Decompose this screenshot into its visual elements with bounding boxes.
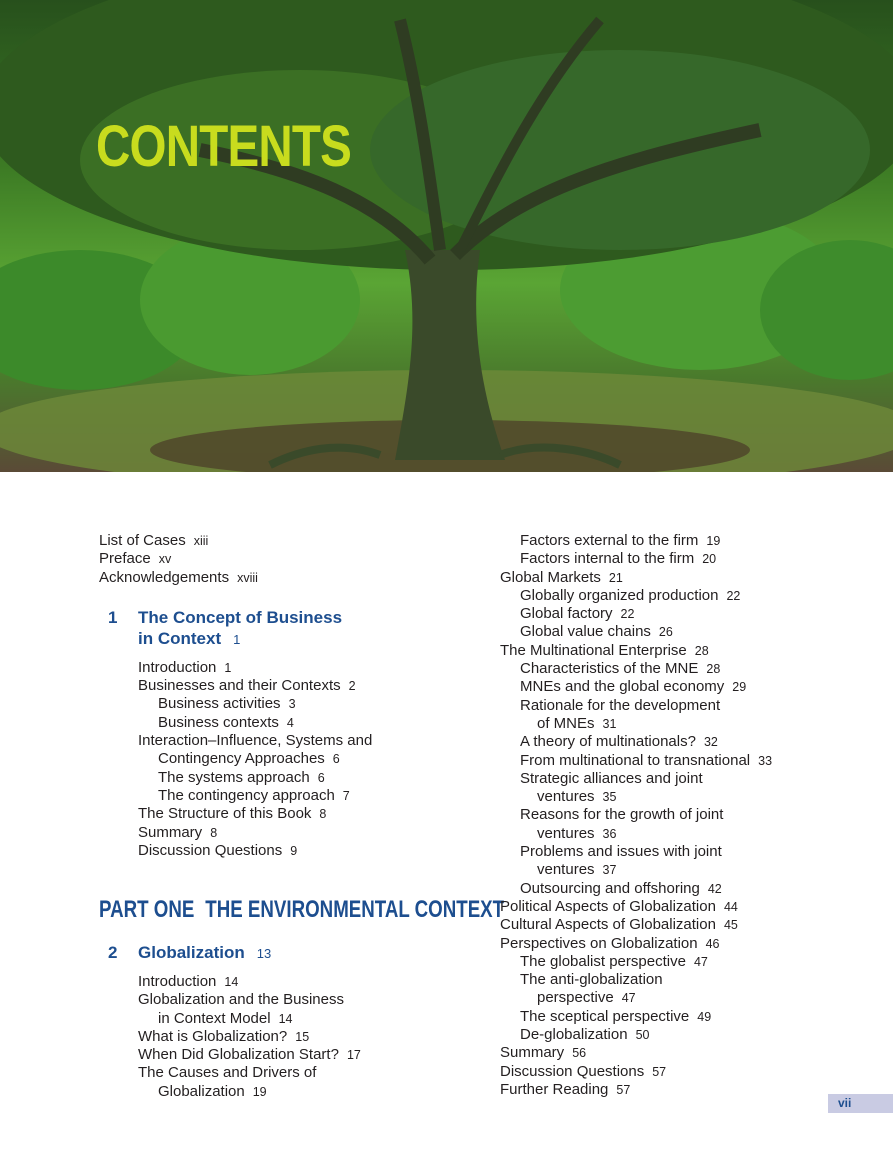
- toc-entry-page: 17: [346, 1048, 361, 1063]
- toc-entry[interactable]: [500, 642, 830, 660]
- toc-entry-label: Summary: [500, 1044, 565, 1062]
- chapter-number: 2: [108, 943, 118, 962]
- toc-entry[interactable]: [138, 732, 469, 769]
- toc-entry-label: MNEs and the global economy: [520, 678, 725, 696]
- toc-entry-label: Business contexts: [158, 713, 279, 731]
- toc-entry-page: 45: [723, 918, 738, 933]
- right-column-entries: [500, 532, 830, 1099]
- toc-entry-label: List of Cases: [99, 532, 186, 549]
- toc-entry-page: 14: [278, 1011, 293, 1026]
- toc-entry[interactable]: [138, 842, 469, 860]
- chapter-title-line2: in Context: [138, 628, 222, 648]
- toc-entry[interactable]: [500, 660, 830, 678]
- toc-entry-label: perspective: [537, 989, 614, 1007]
- toc-entry[interactable]: [500, 971, 830, 1008]
- toc-entry-label: Political Aspects of Globalization: [500, 897, 716, 915]
- hero-tree-image: [0, 0, 893, 472]
- toc-entry[interactable]: [138, 659, 469, 677]
- toc-entry-page: 6: [317, 770, 325, 785]
- toc-entry-label: Introduction: [138, 658, 217, 676]
- front-matter-list: [99, 532, 469, 587]
- toc-entry[interactable]: [99, 532, 469, 550]
- chapter-page: 1: [233, 631, 241, 647]
- toc-entry-page: 3: [288, 697, 296, 712]
- toc-entry[interactable]: [138, 677, 469, 695]
- toc-entry-page: 19: [706, 534, 721, 548]
- toc-entry-label: Characteristics of the MNE: [520, 660, 699, 678]
- toc-entry-label: The anti-globalization: [520, 971, 663, 989]
- toc-entry-label: Discussion Questions: [138, 841, 283, 859]
- toc-entry-label: Businesses and their Contexts: [138, 677, 341, 695]
- toc-entry-label: Outsourcing and offshoring: [520, 879, 700, 897]
- toc-entry-page: 47: [621, 991, 636, 1006]
- toc-entry-label: De-globalization: [520, 1026, 628, 1044]
- toc-entry[interactable]: [138, 769, 469, 787]
- toc-entry[interactable]: [500, 1026, 830, 1044]
- toc-entry-page: 57: [616, 1082, 631, 1097]
- chapter-number: 1: [108, 607, 118, 627]
- toc-entry[interactable]: [500, 898, 830, 916]
- toc-entry[interactable]: [138, 1028, 468, 1046]
- toc-entry-label: The Multinational Enterprise: [500, 641, 687, 659]
- toc-entry-label: Factors internal to the firm: [520, 550, 695, 568]
- chapter-1-entries: [138, 659, 469, 860]
- toc-entry-page: 49: [697, 1009, 712, 1024]
- toc-entry-label: Problems and issues with joint: [520, 843, 722, 861]
- toc-entry-page: 14: [224, 975, 239, 989]
- chapter-page: 13: [256, 946, 272, 961]
- toc-entry-label: Rationale for the development: [520, 696, 721, 714]
- toc-entry-page: 31: [602, 716, 617, 731]
- chapter-title: Globalization: [138, 943, 245, 962]
- toc-entry[interactable]: [99, 569, 469, 587]
- toc-entry-label: Global value chains: [520, 623, 651, 641]
- part-title: THE ENVIRONMENTAL CONTEXT: [205, 896, 505, 923]
- page-title: CONTENTS: [96, 114, 352, 179]
- toc-entry[interactable]: [138, 991, 468, 1028]
- toc-entry[interactable]: [500, 953, 830, 971]
- toc-entry-page: xv: [158, 552, 172, 567]
- toc-entry[interactable]: [138, 1064, 468, 1101]
- toc-entry[interactable]: [500, 916, 830, 934]
- toc-entry-page: 28: [694, 643, 709, 658]
- toc-entry-page: 44: [723, 899, 738, 914]
- toc-entry[interactable]: [500, 678, 830, 696]
- toc-entry-label: Contingency Approaches: [158, 750, 325, 768]
- toc-entry[interactable]: [500, 605, 830, 623]
- toc-entry-page: 46: [705, 936, 720, 951]
- toc-entry-label: Strategic alliances and joint: [520, 769, 703, 787]
- toc-entry-label: ventures: [537, 824, 595, 842]
- toc-entry-page: 37: [602, 863, 617, 878]
- chapter-2-heading[interactable]: [108, 942, 468, 964]
- toc-entry[interactable]: [500, 697, 830, 734]
- toc-entry-label: What is Globalization?: [138, 1027, 288, 1045]
- toc-entry[interactable]: [138, 787, 469, 805]
- toc-entry-label: in Context Model: [158, 1009, 271, 1027]
- toc-entry-page: 29: [732, 680, 747, 695]
- part-heading: [99, 896, 504, 924]
- toc-entry-page: 4: [286, 715, 294, 730]
- toc-entry-page: 7: [342, 788, 350, 803]
- toc-entry-page: 57: [652, 1064, 667, 1079]
- toc-entry-label: Acknowledgements: [99, 568, 230, 586]
- toc-entry[interactable]: [138, 714, 469, 732]
- chapter-1-heading[interactable]: [108, 607, 469, 650]
- toc-entry-page: 36: [602, 826, 617, 841]
- toc-entry-page: xiii: [193, 534, 209, 548]
- toc-entry[interactable]: [500, 1008, 830, 1026]
- toc-entry[interactable]: [500, 843, 830, 880]
- toc-entry[interactable]: [500, 752, 830, 770]
- toc-entry[interactable]: [500, 550, 830, 568]
- toc-entry-label: ventures: [537, 861, 595, 879]
- toc-entry-label: Reasons for the growth of joint: [520, 806, 724, 824]
- toc-entry-label: The Causes and Drivers of: [138, 1064, 317, 1082]
- toc-entry[interactable]: [500, 880, 830, 898]
- left-column: [99, 532, 469, 860]
- toc-entry-label: Perspectives on Globalization: [500, 934, 698, 952]
- toc-entry-page: 33: [758, 753, 773, 768]
- toc-entry-label: Business activities: [158, 695, 281, 713]
- toc-entry[interactable]: [138, 805, 469, 823]
- toc-entry-label: Globally organized production: [520, 586, 719, 604]
- toc-entry-label: The contingency approach: [158, 786, 335, 804]
- toc-entry[interactable]: [500, 569, 830, 587]
- toc-entry-page: 15: [295, 1029, 310, 1044]
- toc-entry[interactable]: [500, 532, 830, 550]
- toc-entry-page: 42: [707, 881, 722, 896]
- toc-entry-label: Factors external to the firm: [520, 532, 699, 549]
- toc-entry-page: 47: [693, 954, 708, 969]
- toc-entry-page: 21: [608, 570, 623, 585]
- toc-entry-label: Globalization and the Business: [138, 991, 344, 1009]
- toc-entry-page: 6: [332, 752, 340, 767]
- toc-entry[interactable]: [138, 1046, 468, 1064]
- toc-entry-page: 1: [224, 660, 232, 675]
- toc-entry-label: A theory of multinationals?: [520, 733, 696, 751]
- tree-illustration: [0, 0, 893, 472]
- toc-entry-page: 20: [702, 552, 717, 567]
- toc-entry-label: Globalization: [158, 1082, 245, 1100]
- part-label: PART ONE: [99, 896, 195, 923]
- toc-entry-label: The globalist perspective: [520, 952, 686, 970]
- toc-entry-page: 19: [252, 1084, 267, 1099]
- toc-entry-label: Discussion Questions: [500, 1062, 645, 1080]
- toc-entry-page: 35: [602, 790, 617, 805]
- toc-entry-page: 9: [290, 843, 298, 858]
- toc-entry[interactable]: [138, 824, 469, 842]
- toc-entry-label: The Structure of this Book: [138, 805, 312, 823]
- toc-entry-page: 8: [210, 825, 218, 840]
- toc-entry-label: Introduction: [138, 973, 217, 990]
- toc-entry[interactable]: [500, 733, 830, 751]
- toc-entry-page: xviii: [237, 570, 258, 585]
- toc-entry-page: 22: [620, 607, 635, 622]
- toc-entry-page: 26: [658, 625, 673, 640]
- toc-entry[interactable]: [500, 1044, 830, 1062]
- page-number: vii: [828, 1094, 893, 1113]
- toc-entry-label: From multinational to transnational: [520, 751, 751, 769]
- toc-entry-page: 50: [635, 1028, 650, 1043]
- toc-entry-page: 32: [703, 735, 718, 750]
- toc-entry-label: Further Reading: [500, 1080, 609, 1098]
- toc-entry[interactable]: [500, 770, 830, 807]
- toc-entry[interactable]: [138, 695, 469, 713]
- toc-entry-label: Global factory: [520, 605, 613, 623]
- toc-entry-page: 2: [348, 679, 356, 694]
- toc-entry-label: Summary: [138, 823, 203, 841]
- toc-entry-label: Interaction–Influence, Systems and: [138, 732, 373, 750]
- chapter-1-block: [99, 607, 469, 860]
- toc-entry[interactable]: [500, 806, 830, 843]
- toc-entry-label: The systems approach: [158, 768, 310, 786]
- chapter-2-block: [108, 942, 468, 1101]
- toc-entry-label: When Did Globalization Start?: [138, 1046, 339, 1064]
- toc-entry-label: Preface: [99, 550, 151, 568]
- toc-entry[interactable]: [138, 973, 468, 991]
- toc-entry-page: 22: [726, 588, 741, 603]
- toc-entry-label: Global Markets: [500, 568, 601, 586]
- toc-entry[interactable]: [500, 587, 830, 605]
- toc-entry-page: 28: [706, 662, 721, 677]
- chapter-title-line1: The Concept of Business: [138, 607, 343, 627]
- chapter-2-entries: [138, 973, 468, 1101]
- toc-entry[interactable]: [500, 935, 830, 953]
- toc-entry[interactable]: [500, 1081, 830, 1099]
- toc-entry-label: The sceptical perspective: [520, 1007, 690, 1025]
- toc-entry[interactable]: [500, 1063, 830, 1081]
- toc-entry-label: of MNEs: [537, 714, 595, 732]
- toc-entry[interactable]: [99, 550, 469, 568]
- toc-entry-label: ventures: [537, 788, 595, 806]
- toc-entry[interactable]: [500, 623, 830, 641]
- toc-entry-label: Cultural Aspects of Globalization: [500, 916, 716, 934]
- toc-entry-page: 56: [572, 1046, 587, 1061]
- toc-entry-page: 8: [319, 807, 327, 822]
- right-column: [500, 532, 830, 1099]
